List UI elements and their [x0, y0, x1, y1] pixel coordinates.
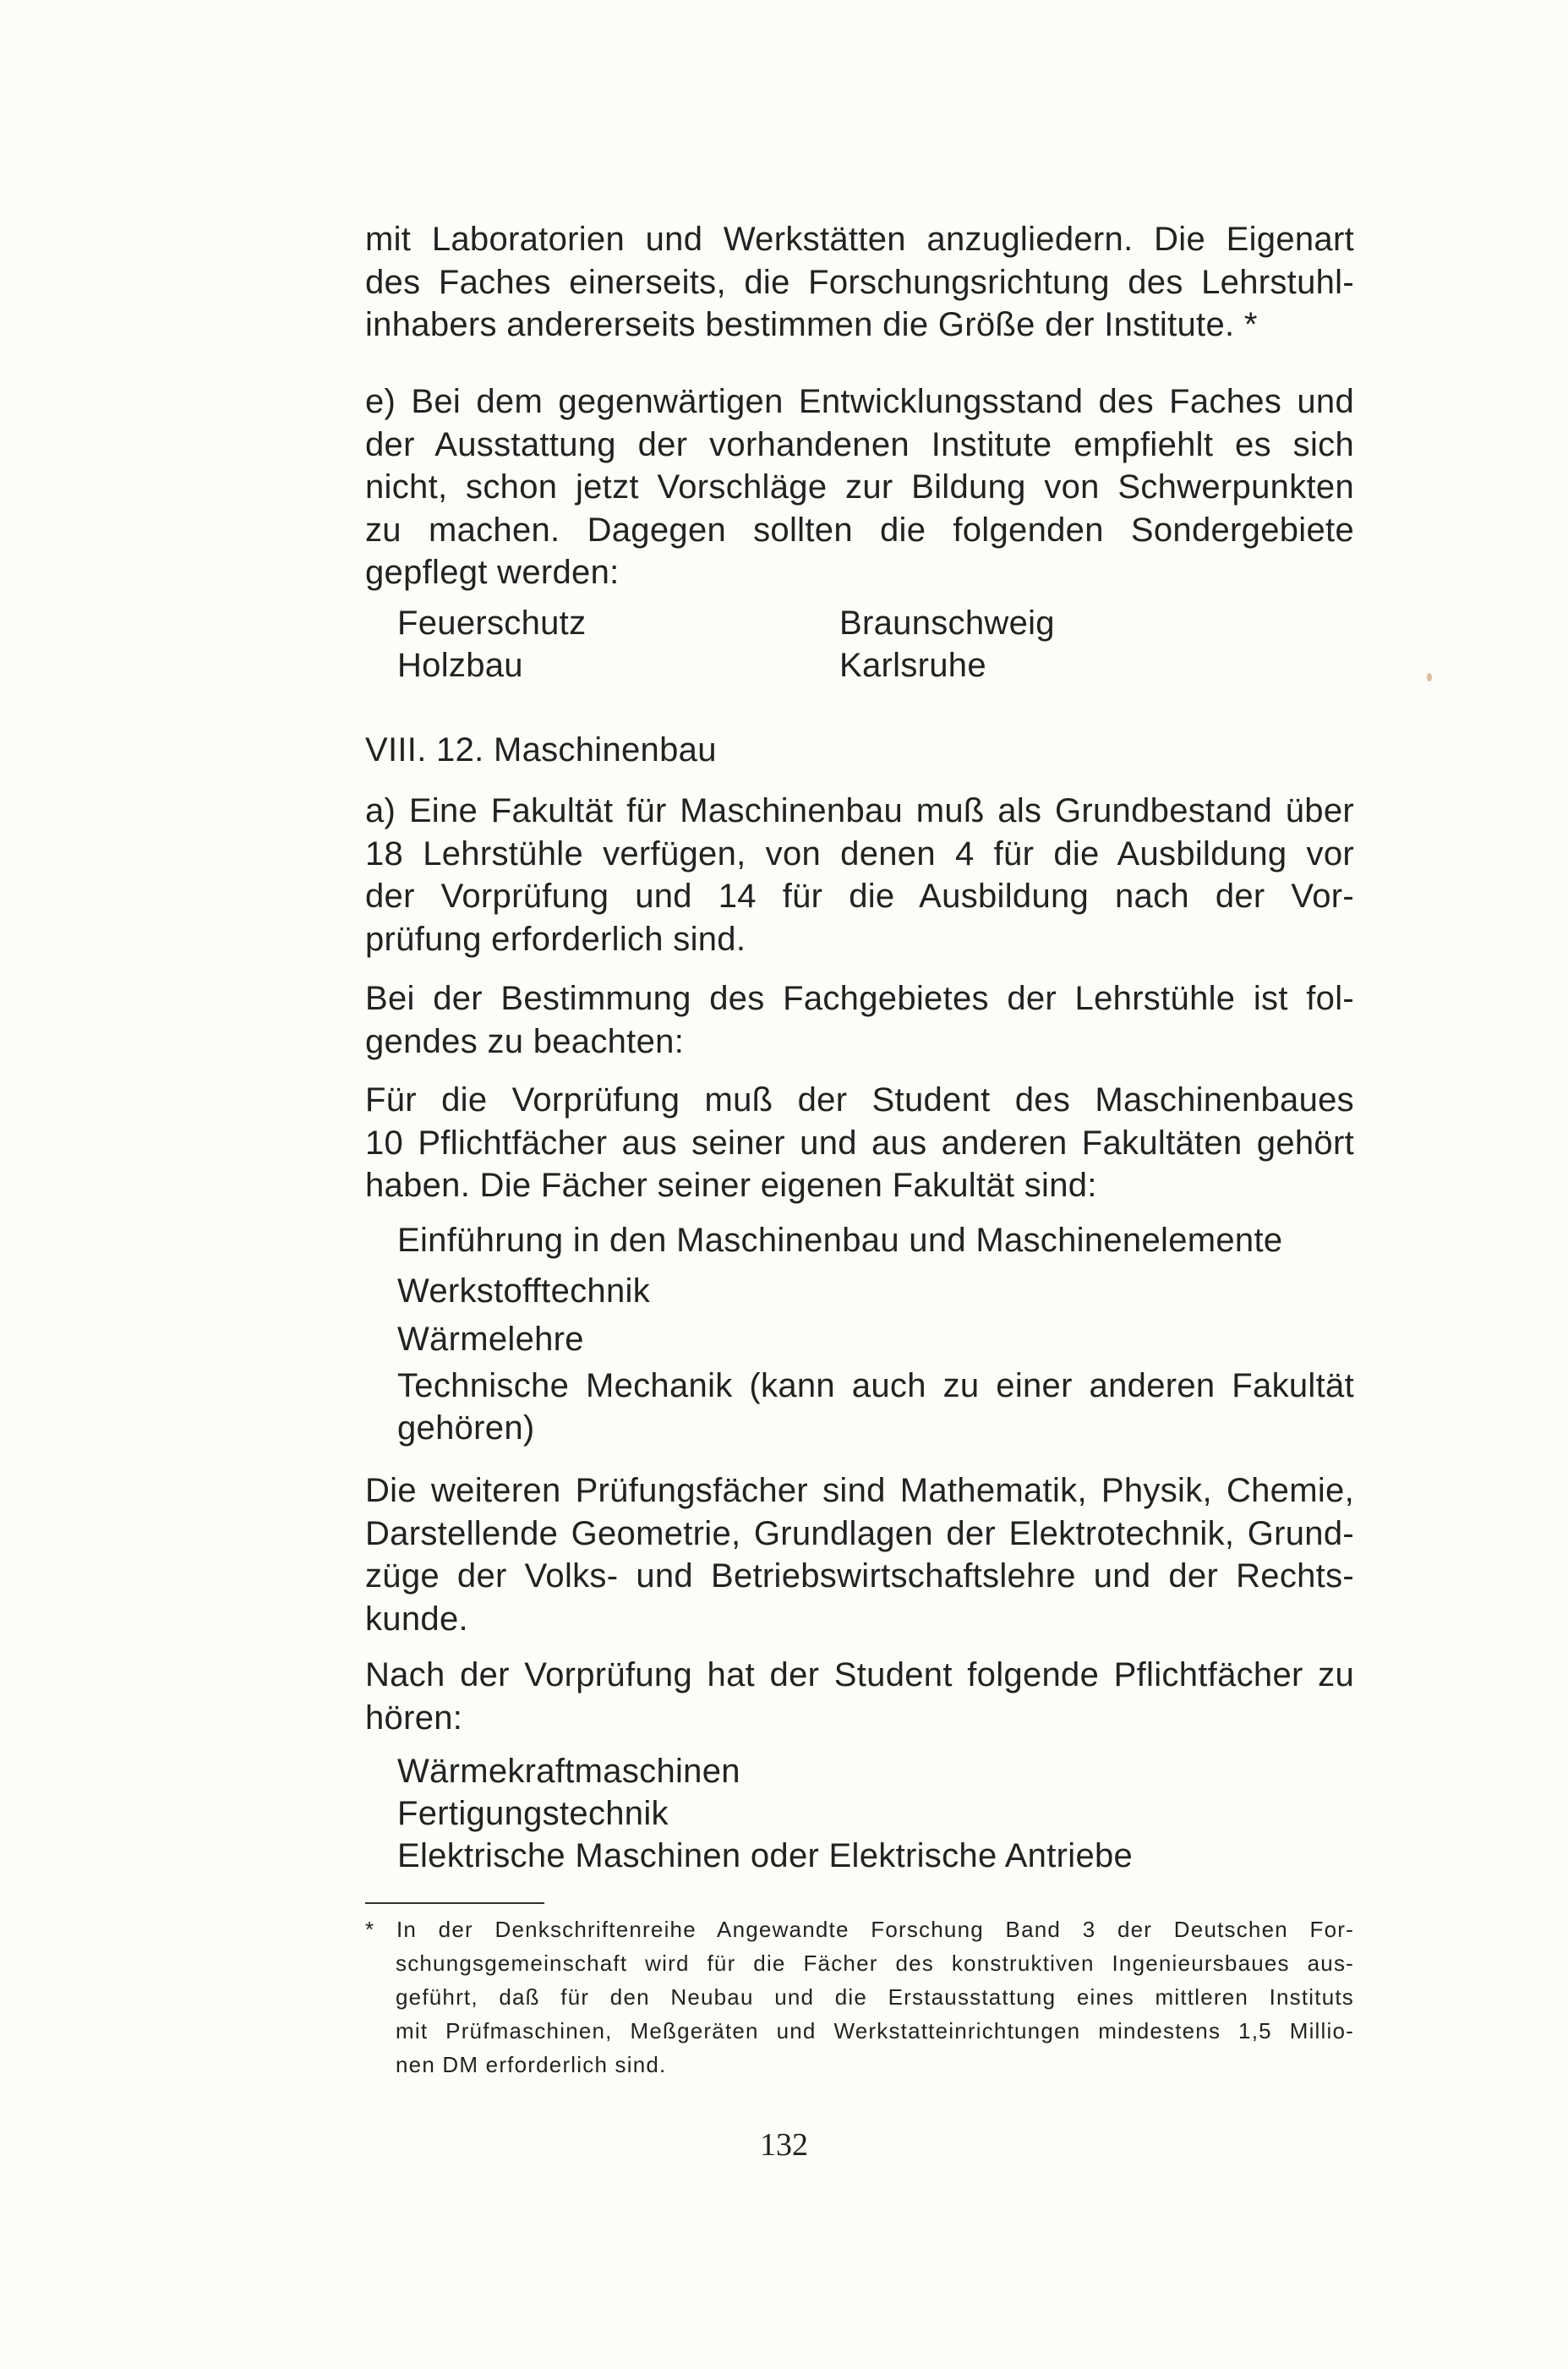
text-line: Für die Vorprüfung muß der Student des Maschinenbaues — [365, 1081, 1354, 1119]
text-line: mit Laboratorien und Werkstätten anzugliedern. Die Eigenart — [365, 221, 1354, 258]
footnote-line: mit Prüfmaschinen, Meßgeräten und Werkstatteinrichtungen mindestens 1,5 Millio- — [396, 2018, 1354, 2043]
special-field-place: Karlsruhe — [839, 647, 986, 684]
list-item: Werkstofftechnik — [397, 1272, 650, 1310]
text-line: a) Eine Fakultät für Maschinenbau muß als Grundbestand über — [365, 792, 1354, 829]
special-field-name: Feuerschutz — [397, 605, 587, 642]
text-line: des Faches einerseits, die Forschungsrichtung des Lehrstuhl- — [365, 263, 1354, 301]
text-line: 18 Lehrstühle verfügen, von denen 4 für die Ausbildung vor — [365, 834, 1354, 873]
text-line: gendes zu beachten: — [365, 1022, 685, 1060]
footnote-line: nen DM erforderlich sind. — [396, 2052, 667, 2077]
footnote-line: geführt, daß für den Neubau und die Erstausstattung eines mittleren Instituts — [396, 1984, 1354, 2010]
list-item: Technische Mechanik (kann auch zu einer anderen Fakultät — [397, 1367, 1354, 1404]
text-line: inhabers andererseits bestimmen die Größe der Institute. * — [365, 306, 1258, 343]
text-line: züge der Volks- und Betriebswirtschaftslehre und der Rechts- — [365, 1557, 1354, 1595]
section-heading: VIII. 12. Maschinenbau — [365, 731, 717, 769]
list-item: Wärmekraftmaschinen — [397, 1753, 740, 1790]
list-item: gehören) — [397, 1409, 535, 1447]
paragraph-faculty-base — [365, 790, 1354, 960]
footnote — [365, 1912, 1354, 2082]
text-line: zu machen. Dagegen sollten die folgenden Sondergebiete — [365, 511, 1354, 549]
text-line: Die weiteren Prüfungsfächer sind Mathematik, Physik, Chemie, — [365, 1472, 1354, 1509]
text-line: der Vorprüfung und 14 für die Ausbildung nach der Vor- — [365, 878, 1354, 915]
paragraph-pre-exam — [365, 1079, 1354, 1207]
text-line: hören: — [365, 1699, 463, 1737]
paper-speck — [1427, 673, 1432, 681]
text-line: gepflegt werden: — [365, 554, 620, 591]
text-line: Darstellende Geometrie, Grundlagen der Elektrotechnik, Grund- — [365, 1514, 1354, 1552]
text-line: der Ausstattung der vorhandenen Institute empfiehlt es sich — [365, 425, 1354, 463]
footnote-divider — [365, 1902, 544, 1904]
text-line: nicht, schon jetzt Vorschläge zur Bildung von Schwerpunkten — [365, 468, 1354, 506]
paragraph-further-subjects — [365, 1469, 1354, 1640]
list-item: Elektrische Maschinen oder Elektrische Antriebe — [397, 1837, 1134, 1874]
list-item: Fertigungstechnik — [397, 1795, 669, 1832]
special-field-name: Holzbau — [397, 647, 523, 684]
paragraph-post-exam — [365, 1654, 1354, 1739]
text-line: prüfung erforderlich sind. — [365, 920, 746, 958]
text-line: haben. Die Fächer seiner eigenen Fakultät sind: — [365, 1167, 1097, 1204]
list-item: Einführung in den Maschinenbau und Maschinenelemente — [397, 1222, 1283, 1259]
text-line: 10 Pflichtfächer aus seiner und aus anderen Fakultäten gehört — [365, 1124, 1354, 1162]
text-line: Bei der Bestimmung des Fachgebietes der Lehrstühle ist fol- — [365, 980, 1354, 1017]
footnote-line: schungsgemeinschaft wird für die Fächer des konstruktiven Ingenieursbaues aus- — [396, 1950, 1354, 1976]
list-item: Wärmelehre — [397, 1321, 584, 1358]
text-line: kunde. — [365, 1600, 468, 1638]
footnote-line: * In der Denkschriftenreihe Angewandte Forschung Band 3 der Deutschen For- — [365, 1917, 1354, 1942]
special-field-place: Braunschweig — [839, 605, 1055, 642]
paragraph-special-fields-intro — [365, 380, 1354, 594]
paragraph-chair-fields — [365, 977, 1354, 1063]
text-line: e) Bei dem gegenwärtigen Entwicklungsstand des Faches und — [365, 383, 1354, 420]
page-number: 132 — [760, 2127, 808, 2163]
paragraph-institutes — [365, 218, 1354, 347]
text-line: Nach der Vorprüfung hat der Student folgende Pflichtfächer zu — [365, 1656, 1354, 1693]
